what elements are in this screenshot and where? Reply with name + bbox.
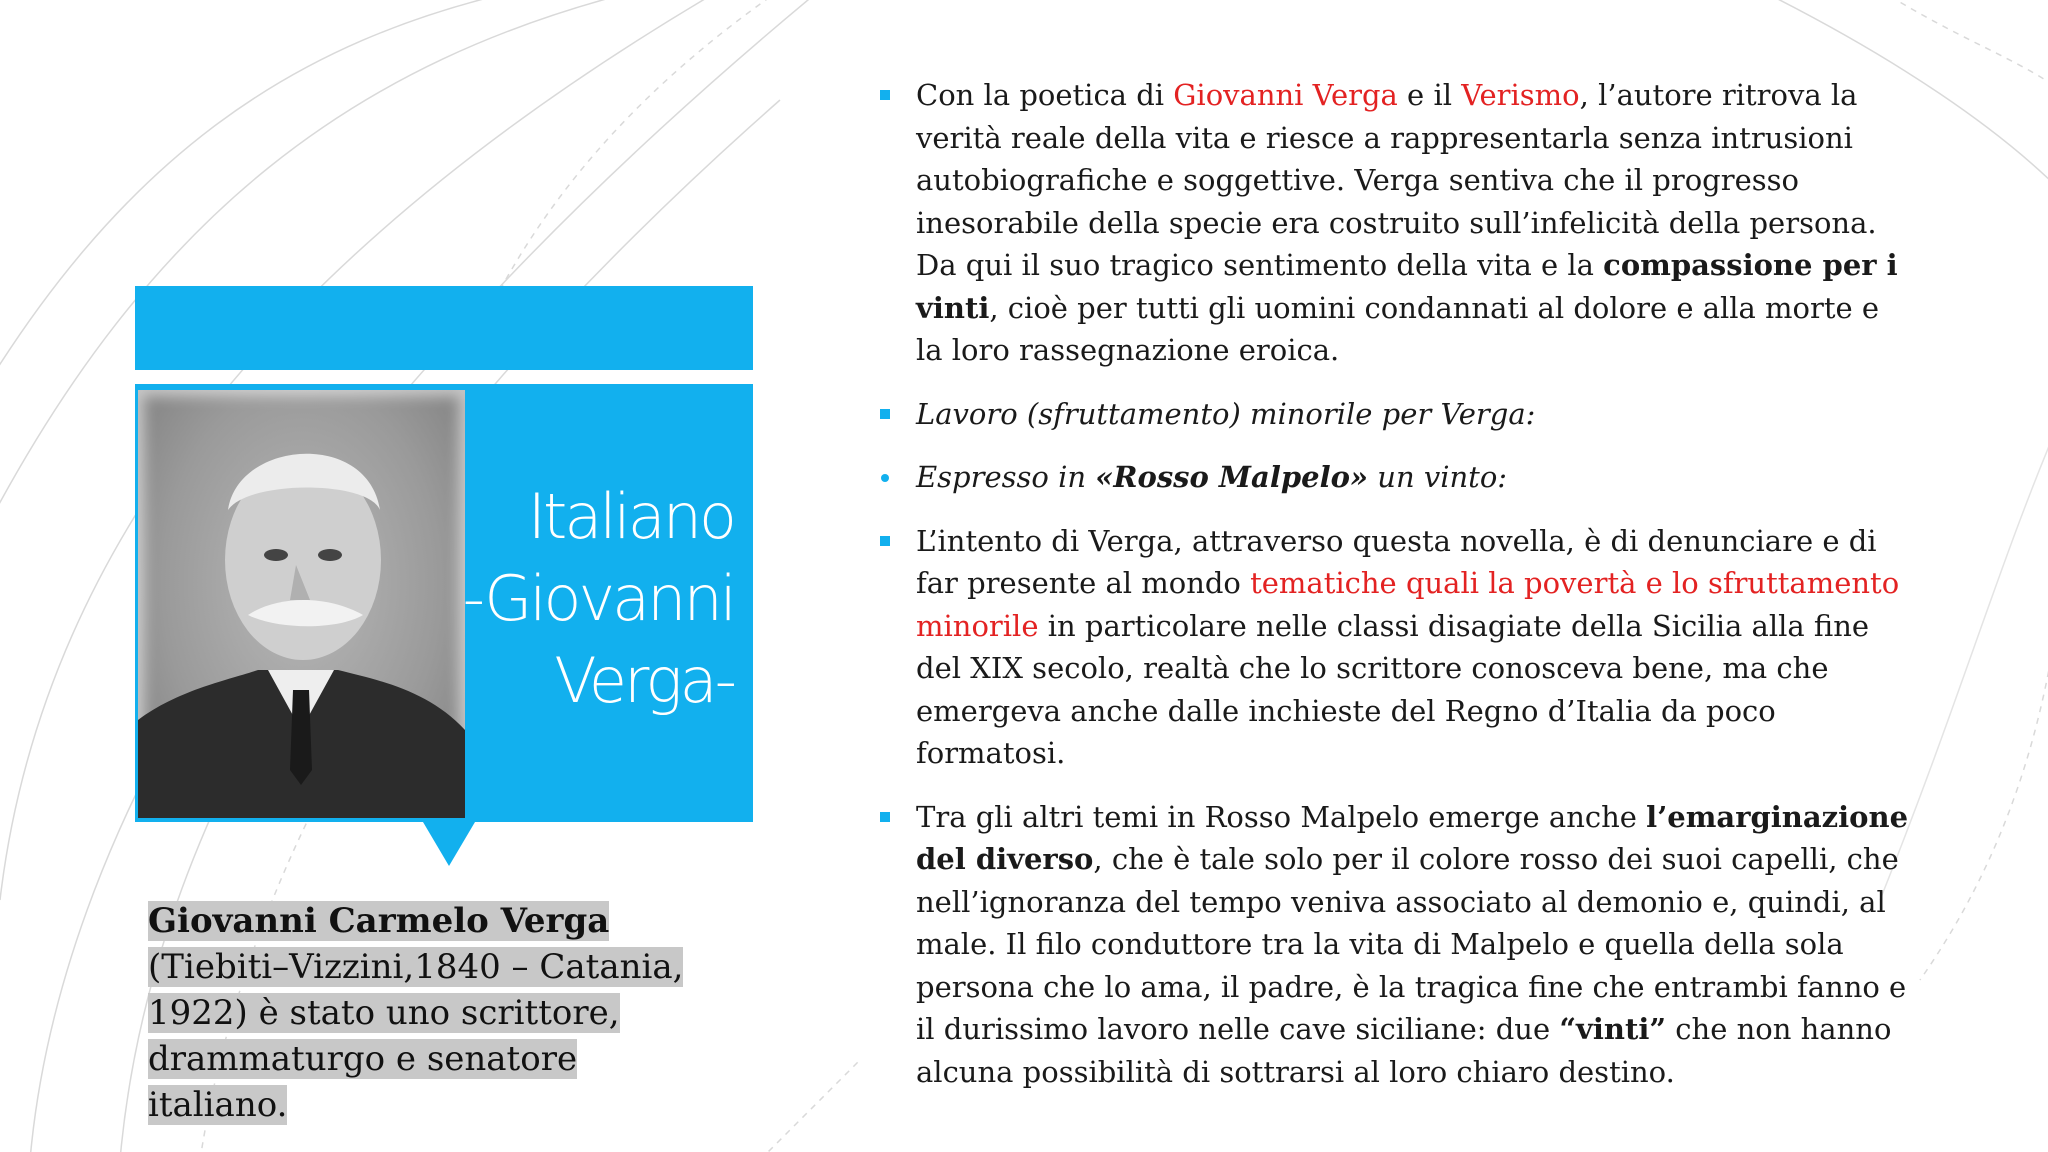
bold-rosso-malpelo: «Rosso Malpelo»	[1095, 460, 1369, 494]
square-bullet-icon	[880, 536, 890, 546]
highlight-verga: Giovanni Verga	[1173, 78, 1398, 112]
caption-name: Giovanni Carmelo Verga	[148, 901, 610, 941]
caption-line-5: italiano.	[148, 1085, 288, 1125]
caption-line-3: 1922) è stato uno scrittore,	[148, 993, 620, 1033]
dot-bullet-icon	[881, 474, 889, 482]
accent-bar	[135, 286, 753, 370]
bullet-item-lavoro: Lavoro (sfruttamento) minorile per Verga:	[872, 393, 1912, 436]
bold-vinti: “vinti”	[1559, 1012, 1667, 1046]
highlight-tematiche: tematiche quali la povertà e lo sfruttamento minorile	[916, 566, 1900, 643]
bold-emarginazione: l’emarginazione del diverso	[916, 799, 1909, 876]
bullet-item-espresso: Espresso in «Rosso Malpelo» un vinto:	[872, 456, 1912, 499]
caption-line-2: (Tiebiti–Vizzini,1840 – Catania,	[148, 947, 684, 987]
bold-compassione: compassione per i vinti	[916, 248, 1898, 325]
slide-title	[440, 476, 734, 722]
title-line-3: Verga-	[554, 644, 734, 717]
highlight-verismo: Verismo	[1461, 78, 1580, 112]
caption-line-4: drammaturgo e senatore	[148, 1039, 578, 1079]
bullet-item-poetica: Con la poetica di Giovanni Verga e il Verismo, l’autore ritrova la verità reale della vita e riesce a rappresentarla senza intrusioni autobiografiche e soggettive. Verga sentiva che il progresso inesorabile della specie era costruito sull’infelicità della persona. Da qui il suo tragico sentimento della vita e la compassione per i vinti, cioè per tutti gli uomini condannati al dolore e alla morte e la loro rassegnazione eroica.	[872, 74, 1912, 372]
portrait-caption	[148, 898, 748, 1128]
bullet-item-emarginazione: Tra gli altri temi in Rosso Malpelo emerge anche l’emarginazione del diverso, che è tale solo per il colore rosso dei suoi capelli, che nell’ignoranza del tempo veniva associato al demonio e, quindi, al male. Il filo conduttore tra la vita di Malpelo e quella della sola persona che lo ama, il padre, è la tragica fine che entrambi fanno e il durissimo lavoro nelle cave siciliane: due “vinti” che non hanno alcuna possibilità di sottrarsi al loro chiaro destino.	[872, 796, 1912, 1094]
title-line-2: -Giovanni	[462, 562, 734, 635]
callout-pointer	[423, 822, 475, 866]
bullet-item-intento: L’intento di Verga, attraverso questa novella, è di denunciare e di far presente al mondo tematiche quali la povertà e lo sfruttamento minorile in particolare nelle classi disagiate della Sicilia alla fine del XIX secolo, realtà che lo scrittore conosceva bene, ma che emergeva anche dalle inchieste del Regno d’Italia da poco formatosi.	[872, 520, 1912, 775]
square-bullet-icon	[880, 812, 890, 822]
square-bullet-icon	[880, 409, 890, 419]
portrait-photo-icon	[138, 390, 465, 818]
title-line-1: Italiano	[527, 480, 734, 553]
bullet-list	[872, 74, 1912, 1114]
square-bullet-icon	[880, 90, 890, 100]
